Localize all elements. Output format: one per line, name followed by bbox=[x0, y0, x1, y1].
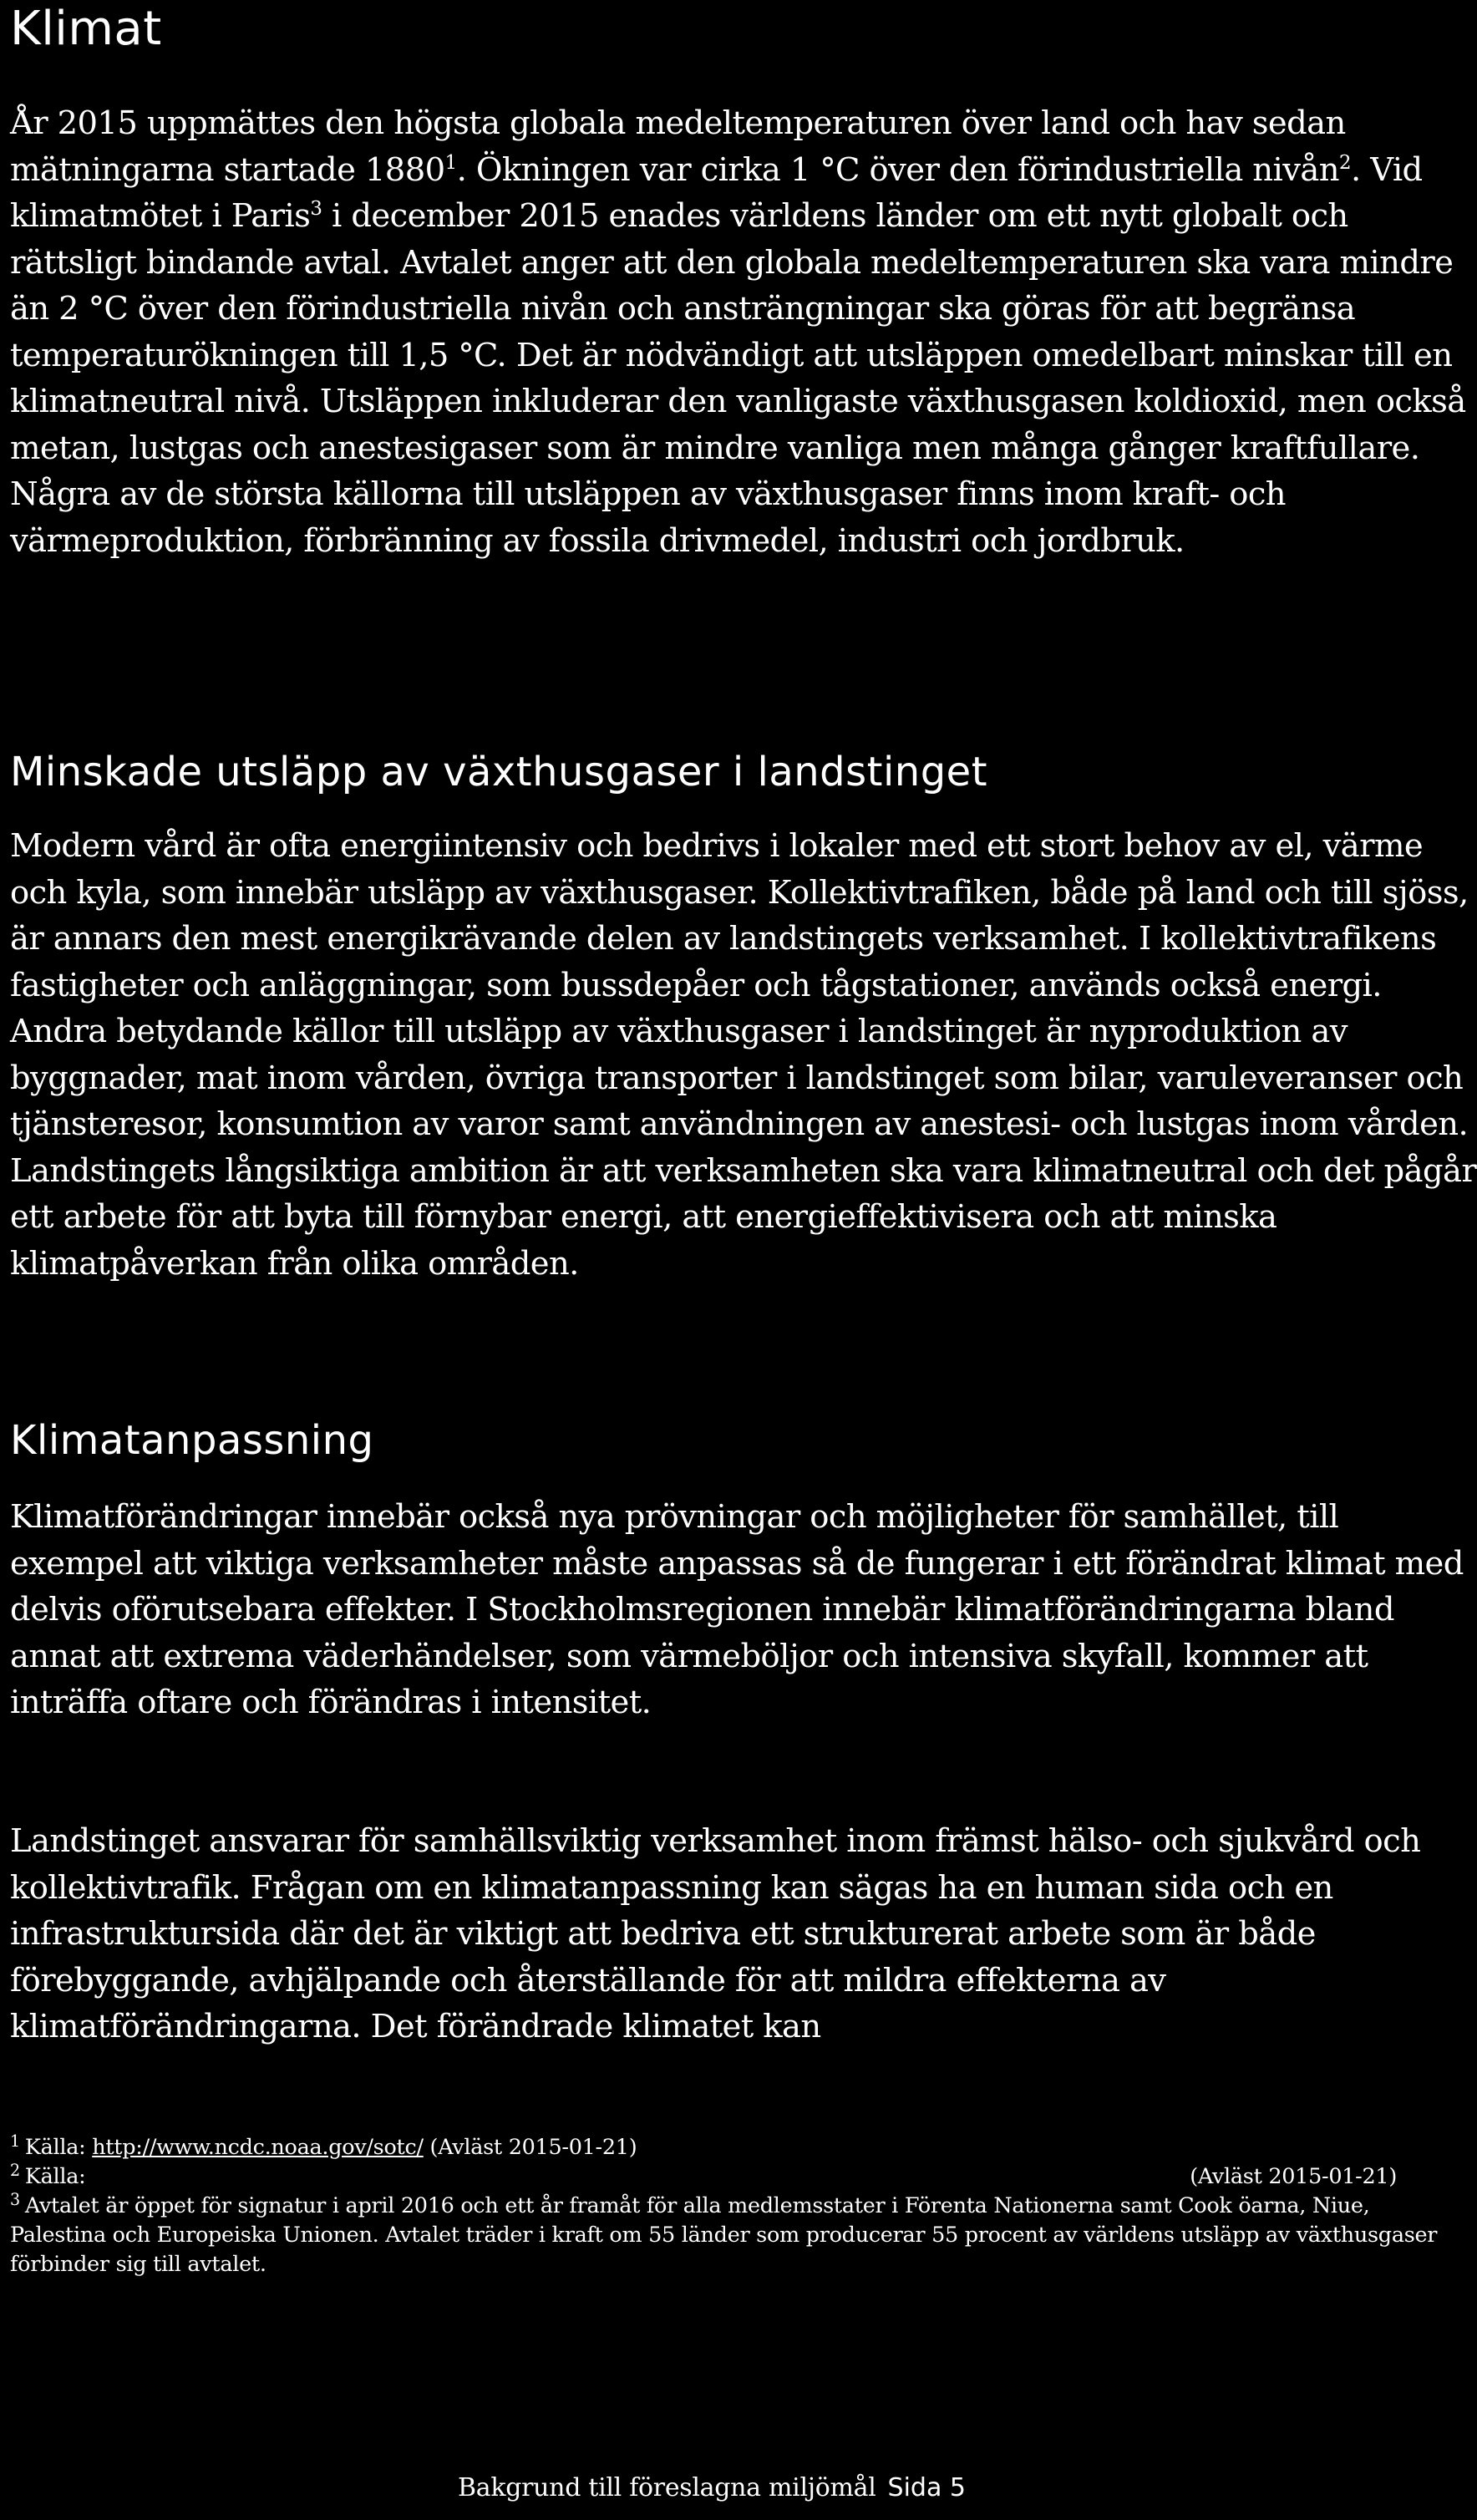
footnote-ref-1: 1 bbox=[444, 151, 457, 174]
paragraph-klimatanpassning-1: Klimatförändringar innebär också nya prövningar och möjligheter för samhället, till exempel att viktiga verksamheter måste anpassas så de fungerar i ett förändrat klimat med delvis oförutsebara effekter. I Stockholmsregionen innebär klimatförändringarna bland annat att extrema väderhändelser, som värmeböljor och intensiva skyfall, kommer att inträffa oftare och förändras i intensitet. bbox=[10, 1498, 1464, 1721]
footnote-ref-2: 2 bbox=[1338, 151, 1352, 174]
paragraph-klimatanpassning-2: Landstinget ansvarar för samhällsviktig verksamhet inom främst hälso- och sjukvård och kollektivtrafik. Frågan om en klimatanpassning kan sägas ha en human sida och en infrastruktursida där det är viktigt att bedriva ett strukturerat arbete som är både förebyggande, avhjälpande och återställande för att mildra effekterna av klimatförändringarna. Det förändrade klimatet kan bbox=[10, 1822, 1421, 2045]
paragraph-text: i december 2015 enades världens länder om ett nytt globalt och rättsligt bindande avtal. Avtalet anger att den globala medeltemperaturen ska vara mindre än 2 °C över den förindustriella nivån och ansträngningar ska göras för att begränsa temperaturökningen till 1,5 °C. Det är nödvändigt att utsläppen omedelbart minskar till en klimatneutral nivå. Utsläppen inkluderar den vanligaste växthusgasen koldioxid, men också metan, lustgas och anestesigaser som är mindre vanliga men många gånger kraftfullare. Några av de största källorna till utsläppen av växthusgaser finns inom kraft- och värmeproduktion, förbränning av fossila drivmedel, industri och jordbruk. bbox=[10, 197, 1466, 560]
source-link[interactable]: http://www.ncdc.noaa.gov/sotc/ bbox=[92, 2135, 424, 2160]
footnote-3 bbox=[10, 2189, 1464, 2279]
footnote-number: 1 bbox=[10, 2131, 20, 2151]
footnote-number: 2 bbox=[10, 2160, 20, 2180]
paragraph-minskade-utslapp: Modern vård är ofta energiintensiv och bedrivs i lokaler med ett stort behov av el, värme och kyla, som innebär utsläpp av växthusgaser. Kollektivtrafiken, både på land och till sjöss, är annars den mest energikrävande delen av landstingets verksamhet. I kollektivtrafikens fastigheter och anläggningar, som bussdepåer och tågstationer, används också energi. Andra betydande källor till utsläpp av växthusgaser i landstinget är nyproduktion av byggnader, mat inom vården, övriga transporter i landstinget som bilar, varuleveranser och tjänsteresor, konsumtion av varor samt användningen av anestesi- och lustgas inom vården. Landstingets långsiktiga ambition är att verksamheten ska vara klimatneutral och det pågår ett arbete för att byta till förnybar energi, att energieffektivisera och att minska klimatpåverkan från olika områden. bbox=[10, 827, 1477, 1283]
footnote-ref-3: 3 bbox=[310, 198, 322, 221]
paragraph-text: . Ökningen var cirka 1 °C över den förindustriella nivån bbox=[456, 150, 1339, 189]
section-heading-klimatanpassning: Klimatanpassning bbox=[10, 1417, 374, 1464]
footer-title: Bakgrund till föreslagna miljömål bbox=[458, 2473, 876, 2502]
footnote-label: Källa: bbox=[24, 2164, 86, 2189]
footnote-number: 3 bbox=[10, 2189, 20, 2209]
footnote-read-date: (Avläst 2015-01-21) bbox=[423, 2135, 637, 2160]
footnote-2 bbox=[10, 2162, 1464, 2192]
footnote-label: Källa: bbox=[24, 2135, 93, 2160]
footnote-read-date: (Avläst 2015-01-21) bbox=[1190, 2164, 1397, 2189]
paragraph-text: År 2015 uppmättes den högsta globala medeltemperaturen över land och hav sedan mätningarna startade 1880 bbox=[10, 104, 1346, 189]
paragraph-text: . Vid klimatmötet i Paris bbox=[10, 150, 1423, 235]
footnote-text: Avtalet är öppet för signatur i april 2016 och ett år framåt för alla medlemsstater i Förenta Nationerna samt Cook öarna, Niue, Palestina och Europeiska Unionen. Avtalet träder i kraft om 55 länder som producerar 55 procent av världens utsläpp av växthusgaser förbinder sig till avtalet. bbox=[10, 2193, 1438, 2277]
page-footer bbox=[458, 2472, 966, 2505]
footnote-1 bbox=[10, 2133, 1464, 2162]
section-heading-klimat: Klimat bbox=[10, 2, 162, 56]
page-number: Sida 5 bbox=[887, 2473, 966, 2502]
section-heading-minskade-utslapp: Minskade utsläpp av växthusgaser i landstinget bbox=[10, 749, 988, 795]
footnotes bbox=[10, 2133, 1464, 2279]
paragraph-klimat bbox=[10, 100, 1477, 564]
